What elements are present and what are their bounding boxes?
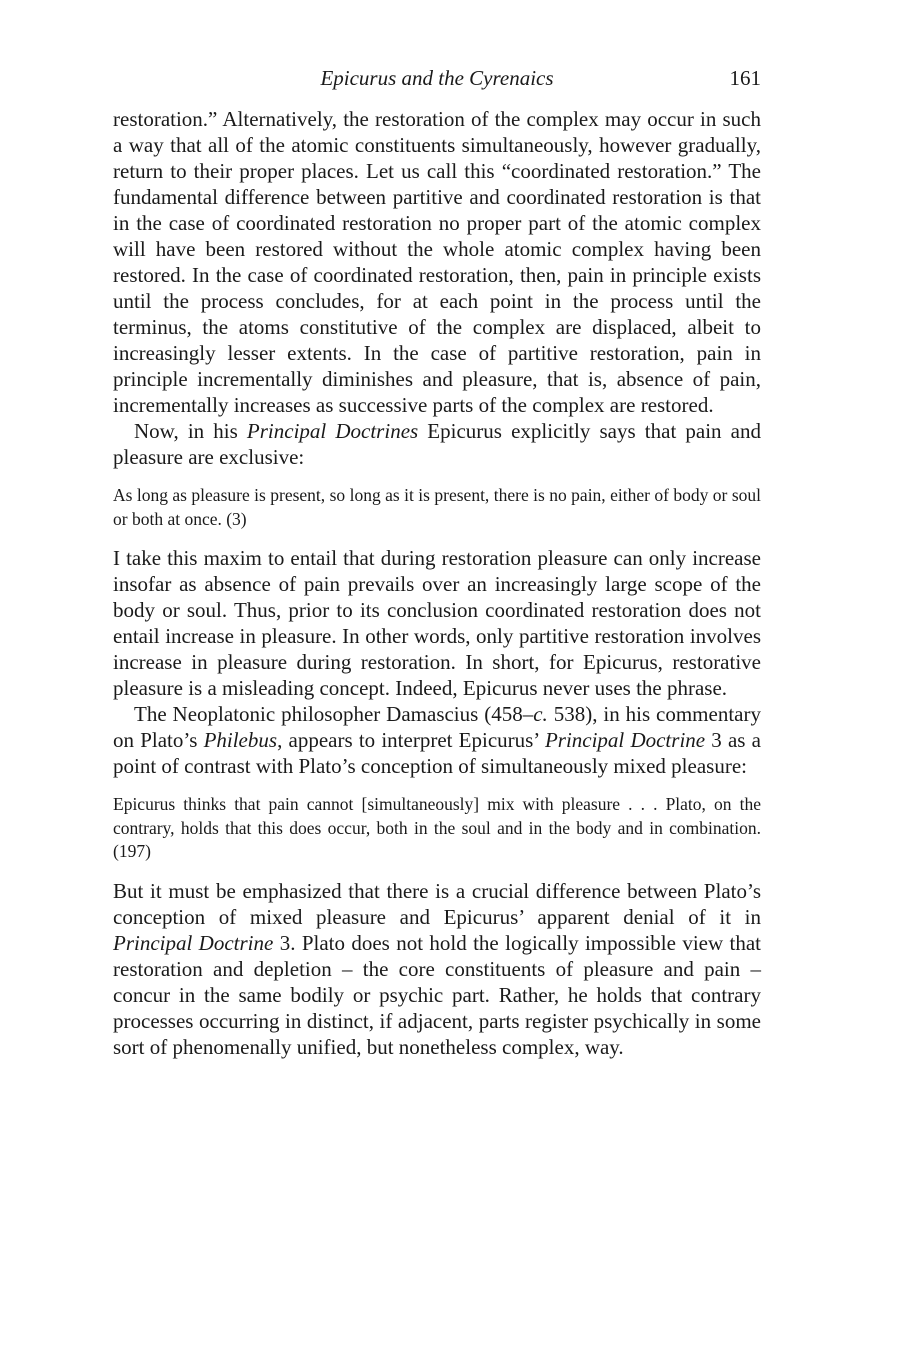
block-quote-1: As long as pleasure is present, so long as it is present, there is no pain, either of body or soul or both at once. (3) bbox=[113, 485, 761, 529]
page-body bbox=[113, 106, 761, 1060]
paragraph-4-text-g: 3 as a point of contrast with Plato’s conception of simultaneously mixed pleasure: bbox=[113, 728, 761, 778]
circa-abbreviation: c. bbox=[533, 702, 548, 726]
paragraph-1: restoration.” Alternatively, the restoration of the complex may occur in such a way that all of the atomic constituents simultaneously, however gradually, return to their proper places. Let us call this “coordinated restoration.” The fundamental difference between partitive and coordinated restoration is that in the case of coordinated restoration no proper part of the atomic complex will have been restored without the whole atomic complex having been restored. In the case of coordinated restoration, then, pain in principle exists until the process concludes, for at each point in the process until the terminus, the atoms constitutive of the complex are displaced, albeit to increasingly lesser extents. In the case of partitive restoration, pain in principle incrementally diminishes and pleasure, that is, absence of pain, incrementally increases as successive parts of the complex are restored. bbox=[113, 107, 761, 417]
title-principal-doctrine-2: Principal Doctrine bbox=[113, 930, 274, 955]
paragraph-4-text-a: The Neoplatonic philosopher Damascius (458– bbox=[134, 702, 534, 726]
title-principal-doctrine: Principal Doctrine bbox=[544, 728, 706, 752]
paragraph-3: I take this maxim to entail that during restoration pleasure can only increase insofar as absence of pain prevails over an increasingly large scope of the body or soul. Thus, prior to its conclusion coordinated restoration does not entail increase in pleasure. In other words, only partitive restoration involves increase in pleasure during restoration. In short, for Epicurus, restorative pleasure is a misleading concept. Indeed, Epicurus never uses the phrase. bbox=[113, 546, 761, 700]
page-header bbox=[113, 66, 761, 96]
paragraph-5-text-c: 3. Plato does not hold the logically impossible view that restoration and depletion – the core constituents of pleasure and pain – concur in the same bodily or psychic part. Rather, he holds that contrary processes occurring in distinct, if adjacent, parts register psychically in some sort of phenomenally unified, but nonetheless complex, way. bbox=[113, 930, 761, 1059]
paragraph-2-text-a: Now, in his bbox=[134, 419, 247, 443]
paragraph-4 bbox=[113, 701, 761, 779]
block-quote-2: Epicurus thinks that pain cannot [simultaneously] mix with pleasure . . . Plato, on the contrary, holds that this does occur, both in the soul and in the body and in combination. (197) bbox=[113, 794, 761, 861]
paragraph-5 bbox=[113, 878, 761, 1060]
paragraph-4-text-e: , appears to interpret Epicurus’ bbox=[277, 728, 545, 752]
paragraph-4-text-c: 538), in his commentary on Plato’s bbox=[113, 702, 761, 752]
paragraph-2-text-c: Epicurus explicitly says that pain and pleasure are exclusive: bbox=[113, 419, 761, 469]
title-philebus: Philebus bbox=[203, 728, 278, 752]
running-title: Epicurus and the Cyrenaics bbox=[320, 66, 554, 90]
title-principal-doctrines: Principal Doctrines bbox=[246, 419, 419, 443]
page-number: 161 bbox=[729, 66, 761, 90]
paragraph-2 bbox=[113, 418, 761, 470]
paragraph-5-text-a: But it must be emphasized that there is a crucial difference between Plato’s conception of mixed pleasure and Epicurus’ apparent denial of it in bbox=[113, 878, 761, 929]
